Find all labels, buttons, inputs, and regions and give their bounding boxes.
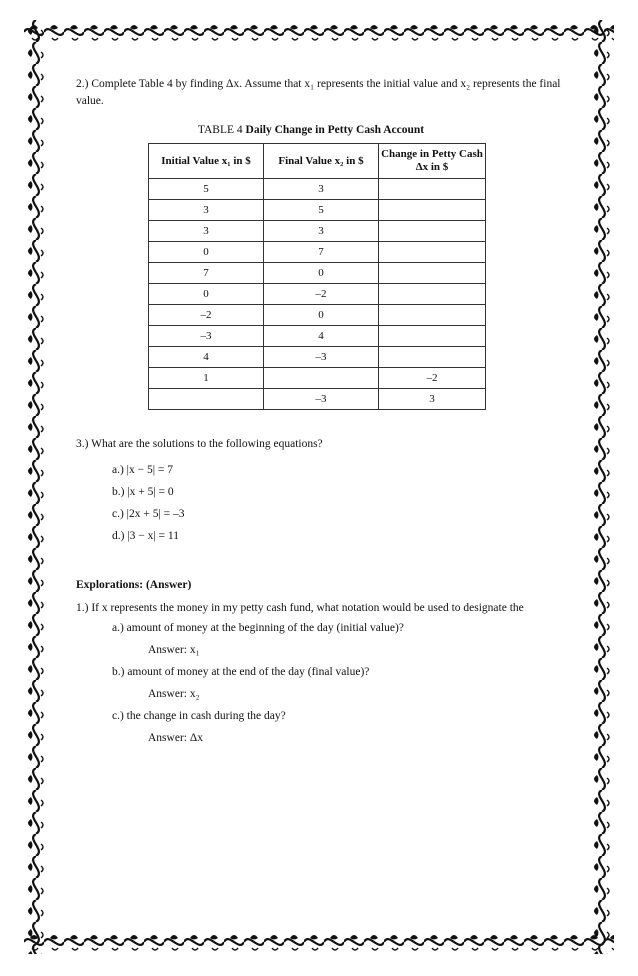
table-cell: 7 <box>264 242 379 263</box>
table-row <box>149 200 486 221</box>
table-row <box>149 326 486 347</box>
table-cell <box>379 284 486 305</box>
table-row <box>149 179 486 200</box>
table-cell: 0 <box>149 284 264 305</box>
table-cell <box>379 242 486 263</box>
table-cell: 7 <box>149 263 264 284</box>
vine-pattern-icon <box>24 20 614 44</box>
equation-item: d.) |3 − x| = 11 <box>112 530 179 542</box>
table-cell: 0 <box>264 263 379 284</box>
explorations-title: Explorations: (Answer) <box>76 579 192 591</box>
question-2-intro: 2.) Complete Table 4 by finding Δx. Assume that x₁ represents the initial value and x₂ represents the final value. <box>76 78 561 107</box>
table-row <box>149 242 486 263</box>
table-cell <box>379 200 486 221</box>
page-border-right <box>590 20 614 954</box>
table-header-row <box>149 144 486 179</box>
header-initial-value: Initial Value x₁ in $ <box>149 144 264 179</box>
page-content <box>76 76 566 749</box>
table-cell: 0 <box>149 242 264 263</box>
table-cell: 3 <box>149 200 264 221</box>
table-cell <box>149 389 264 410</box>
question-3-prompt: 3.) What are the solutions to the following equations? <box>76 438 323 450</box>
petty-cash-table <box>148 143 486 410</box>
table-caption-prefix: TABLE 4 <box>197 124 246 136</box>
explorations-item-label: b.) amount of money at the end of the day (final value)? <box>112 666 370 678</box>
vine-pattern-icon <box>24 930 614 954</box>
table-cell: –3 <box>264 389 379 410</box>
table-caption-title: Daily Change in Petty Cash Account <box>245 124 425 136</box>
table-cell: 3 <box>264 179 379 200</box>
table-cell <box>379 221 486 242</box>
equation-list <box>112 459 566 547</box>
table-cell: 3 <box>379 389 486 410</box>
table-cell: 3 <box>264 221 379 242</box>
table-cell: –2 <box>379 368 486 389</box>
table-cell: –2 <box>149 305 264 326</box>
table-row <box>149 221 486 242</box>
vine-pattern-icon <box>590 20 614 954</box>
explorations-item-label: c.) the change in cash during the day? <box>112 710 286 722</box>
table-row <box>149 347 486 368</box>
page-border-bottom <box>24 930 614 954</box>
table-cell: –2 <box>264 284 379 305</box>
table-cell: 3 <box>149 221 264 242</box>
table-cell <box>379 305 486 326</box>
explorations-answer: Answer: Δx <box>148 732 203 744</box>
vine-pattern-icon <box>24 20 48 954</box>
table-caption <box>140 122 482 139</box>
table-row <box>149 389 486 410</box>
header-change-value: Change in Petty Cash Δx in $ <box>379 144 486 179</box>
table-cell <box>379 179 486 200</box>
table-row <box>149 284 486 305</box>
table-cell: 4 <box>264 326 379 347</box>
question-3 <box>76 436 566 547</box>
table-row <box>149 305 486 326</box>
page-border-top <box>24 20 614 44</box>
header-final-value: Final Value x₂ in $ <box>264 144 379 179</box>
table-cell: 4 <box>149 347 264 368</box>
explorations-answer: Answer: x₁ <box>148 644 200 656</box>
table-cell <box>379 326 486 347</box>
table-row <box>149 263 486 284</box>
table-cell <box>379 347 486 368</box>
table-cell: –3 <box>149 326 264 347</box>
table-cell: 1 <box>149 368 264 389</box>
explorations-answer: Answer: x₂ <box>148 688 200 700</box>
table-cell: –3 <box>264 347 379 368</box>
table-cell <box>379 263 486 284</box>
table-cell: 5 <box>149 179 264 200</box>
page-border-left <box>24 20 48 954</box>
equation-item: c.) |2x + 5| = –3 <box>112 508 185 520</box>
table-cell <box>264 368 379 389</box>
explorations-item-label: a.) amount of money at the beginning of the day (initial value)? <box>112 622 404 634</box>
equation-item: a.) |x − 5| = 7 <box>112 464 174 476</box>
table-cell: 0 <box>264 305 379 326</box>
equation-item: b.) |x + 5| = 0 <box>112 486 174 498</box>
explorations-question: 1.) If x represents the money in my petty cash fund, what notation would be used to designate the <box>76 602 524 614</box>
table-cell: 5 <box>264 200 379 221</box>
table-row <box>149 368 486 389</box>
